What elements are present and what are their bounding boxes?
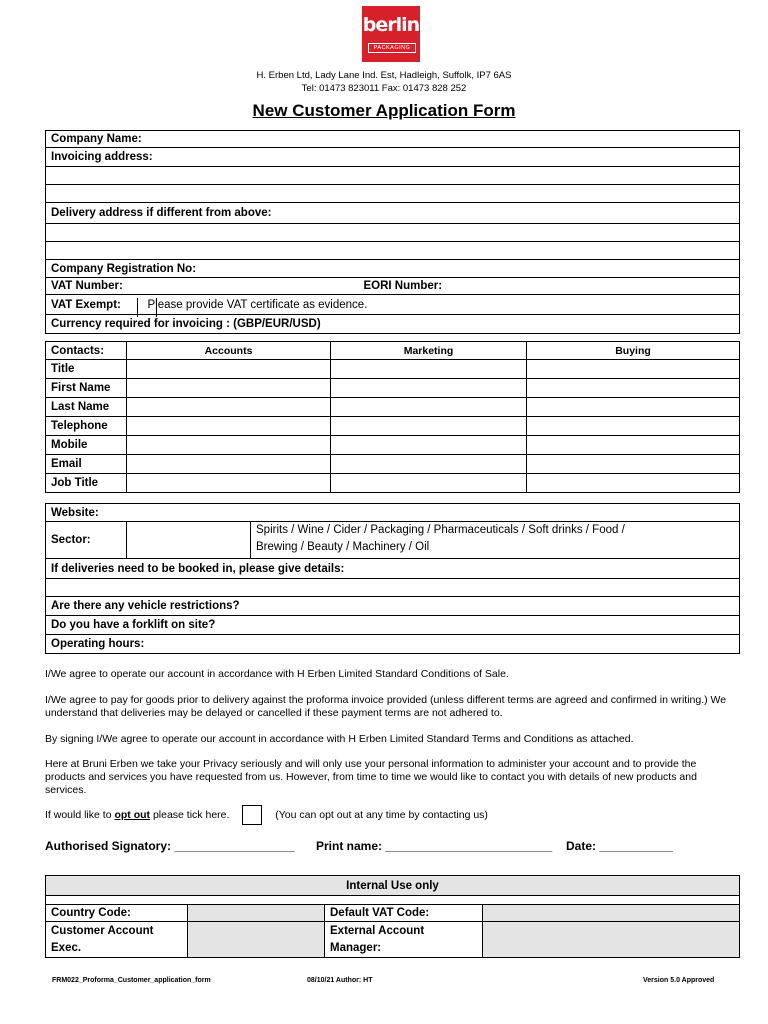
form-title: New Customer Application Form [252,101,516,120]
website-field[interactable]: Website: [46,504,740,522]
internal-use-title: Internal Use only [46,876,740,896]
country-code-value[interactable] [188,905,325,922]
contact-cell[interactable] [331,436,527,455]
vat-exempt-row [46,295,740,315]
invoicing-address-field[interactable]: Invoicing address: [46,148,740,167]
delivery-address-line-2[interactable] [46,224,740,242]
contact-row-email: Email [46,455,127,474]
contact-cell[interactable] [527,417,740,436]
contact-cell[interactable] [527,455,740,474]
contact-cell[interactable] [527,436,740,455]
contact-row-last-name: Last Name [46,398,127,417]
customer-account-exec-label: Customer Account Exec. [46,922,188,958]
vehicle-restrictions-field[interactable]: Are there any vehicle restrictions? [46,597,740,616]
contact-cell[interactable] [127,398,331,417]
contact-cell[interactable] [331,360,527,379]
contact-cell[interactable] [331,417,527,436]
site-details-table [45,503,740,654]
contact-cell[interactable] [527,474,740,493]
contact-cell[interactable] [527,360,740,379]
vat-exempt-note: Please provide VAT certificate as evidence. [147,298,368,311]
column-header-accounts: Accounts [127,342,331,360]
contact-row-job-title: Job Title [46,474,127,493]
contact-cell[interactable] [527,379,740,398]
eori-number-label: EORI Number: [363,280,443,292]
contact-row-first-name: First Name [46,379,127,398]
authorised-signatory-field[interactable]: Authorised Signatory: __________________ [45,839,295,853]
contact-cell[interactable] [127,360,331,379]
contacts-table [45,341,740,493]
external-account-manager-label: External Account Manager: [325,922,483,958]
contact-cell[interactable] [331,455,527,474]
customer-account-exec-value[interactable] [188,922,325,958]
terms-payment: I/We agree to pay for goods prior to delivery against the proforma invoice provided (unless different terms are agreed and confirmed in writing.) We understand that deliveries may be delayed or cancelled if these payment terms are not adhered to. [45,694,727,719]
footer-date-author: 08/10/21 Author: HT [307,977,373,984]
contact-cell[interactable] [127,474,331,493]
company-address: H. Erben Ltd, Lady Lane Ind. Est, Hadleigh, Suffolk, IP7 6AS [256,70,512,81]
sector-options[interactable] [127,522,740,559]
sector-label: Sector: [46,522,127,559]
contact-cell[interactable] [127,436,331,455]
invoicing-address-line-2[interactable] [46,167,740,185]
internal-use-spacer [46,896,740,905]
column-header-marketing: Marketing [331,342,527,360]
date-field[interactable]: Date: ___________ [566,839,673,853]
sector-list-line-2: Brewing / Beauty / Machinery / Oil [256,541,430,553]
operating-hours-field[interactable]: Operating hours: [46,635,740,654]
delivery-booking-details[interactable] [46,579,740,597]
country-code-label: Country Code: [46,905,188,922]
contact-row-mobile: Mobile [46,436,127,455]
internal-use-table [45,875,740,958]
sector-value-box[interactable] [127,522,251,558]
contact-cell[interactable] [127,455,331,474]
company-details-table [45,130,740,334]
forklift-field[interactable]: Do you have a forklift on site? [46,616,740,635]
company-name-field[interactable]: Company Name: [46,131,740,148]
currency-field[interactable]: Currency required for invoicing : (GBP/EUR/USD) [46,315,740,334]
default-vat-code-label: Default VAT Code: [325,905,483,922]
terms-signing: By signing I/We agree to operate our account in accordance with H Erben Limited Standard Terms and Conditions as attached. [45,733,634,745]
registration-number-field[interactable]: Company Registration No: [46,260,740,278]
footer-version: Version 5.0 Approved [643,977,715,984]
contact-row-telephone: Telephone [46,417,127,436]
footer-form-id: FRM022_Proforma_Customer_application_form [52,977,211,984]
vat-number-field[interactable]: VAT Number: EORI Number: [46,278,740,295]
contact-row-title: Title [46,360,127,379]
print-name-field[interactable]: Print name: _________________________ [316,839,553,853]
delivery-address-line-3[interactable] [46,242,740,260]
opt-out-note: (You can opt out at any time by contacting us) [275,809,488,821]
logo-word: berlin [362,14,420,36]
delivery-booking-field[interactable]: If deliveries need to be booked in, please give details: [46,559,740,579]
contacts-label: Contacts: [46,342,127,360]
contact-cell[interactable] [127,417,331,436]
contact-cell[interactable] [331,398,527,417]
privacy-statement: Here at Bruni Erben we take your Privacy seriously and will only use your personal information to administer your account and to provide the products and services you have requested from us. However, from time to time we would like to contact you with details of new products and services. [45,758,697,796]
vat-exempt-label: VAT Exempt: [51,298,121,311]
sector-list-line-1: Spirits / Wine / Cider / Packaging / Pharmaceuticals / Soft drinks / Food / [256,524,625,536]
opt-out-row [45,805,735,825]
invoicing-address-line-3[interactable] [46,185,740,203]
berlin-packaging-logo [362,6,420,62]
column-header-buying: Buying [527,342,740,360]
terms-conditions-sale: I/We agree to operate our account in accordance with H Erben Limited Standard Conditions of Sale. [45,668,509,680]
default-vat-code-value[interactable] [483,905,740,922]
opt-out-checkbox[interactable] [242,805,262,825]
external-account-manager-value[interactable] [483,922,740,958]
opt-out-text: If would like to opt out please tick here. [45,809,230,821]
contact-cell[interactable] [527,398,740,417]
logo-subtext: PACKAGING [368,43,416,53]
company-phone: Tel: 01473 823011 Fax: 01473 828 252 [301,83,467,94]
contact-cell[interactable] [331,379,527,398]
contact-cell[interactable] [331,474,527,493]
contact-cell[interactable] [127,379,331,398]
delivery-address-field[interactable]: Delivery address if different from above: [46,203,740,224]
opt-out-emphasis: opt out [114,809,151,821]
